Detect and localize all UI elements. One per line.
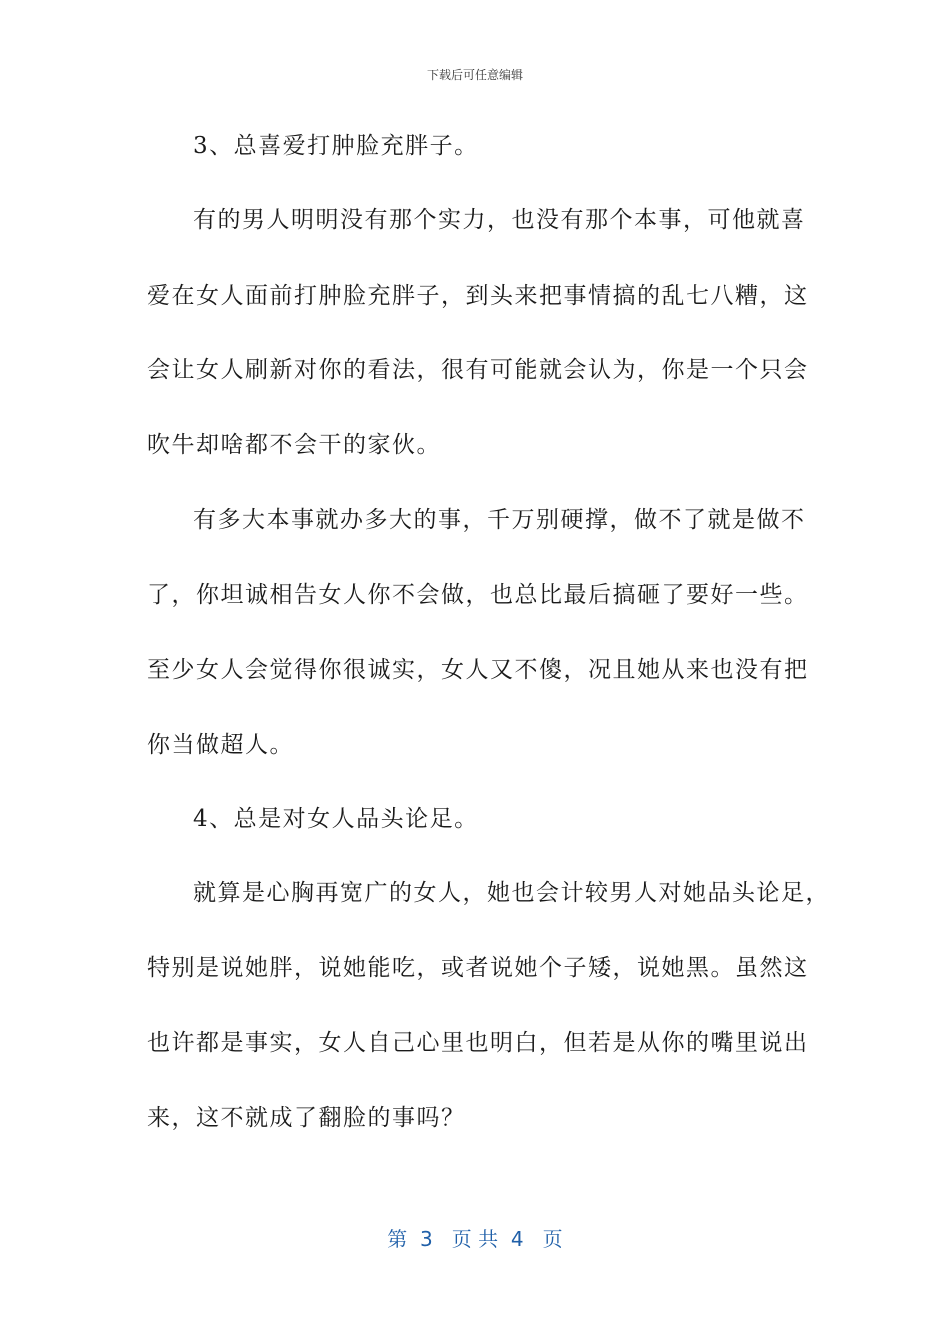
section-heading: 3、总喜爱打肿脸充胖子。 (193, 133, 479, 159)
page-header: 下载后可任意编辑 (426, 68, 523, 82)
section-heading: 4、总是对女人品头论足。 (193, 806, 479, 832)
paragraph-line: 至少女人会觉得你很诚实，女人又不傻，况且她从来也没有把 (147, 657, 809, 683)
paragraph-line: 特别是说她胖，说她能吃，或者说她个子矮，说她黑。虽然这 (147, 955, 809, 981)
paragraph-line: 也许都是事实，女人自己心里也明白，但若是从你的嘴里说出 (147, 1030, 809, 1056)
paragraph-line: 爱在女人面前打肿脸充胖子，到头来把事情搞的乱七八糟，这 (147, 283, 809, 309)
paragraph-line: 来，这不就成了翻脸的事吗？ (147, 1105, 466, 1131)
paragraph-line: 了，你坦诚相告女人你不会做，也总比最后搞砸了要好一些。 (147, 582, 809, 608)
paragraph-line: 会让女人刷新对你的看法，很有可能就会认为，你是一个只会 (147, 357, 809, 383)
paragraph-line: 就算是心胸再宽广的女人，她也会计较男人对她品头论足， (193, 880, 830, 906)
paragraph-line: 有多大本事就办多大的事，千万别硬撑，做不了就是做不 (193, 507, 806, 533)
paragraph-line: 有的男人明明没有那个实力，也没有那个本事，可他就喜 (193, 207, 806, 233)
paragraph-line: 吹牛却啥都不会干的家伙。 (147, 432, 441, 458)
page-footer: 第 3 页 共 4 页 (387, 1227, 563, 1251)
paragraph-line: 你当做超人。 (147, 732, 294, 758)
